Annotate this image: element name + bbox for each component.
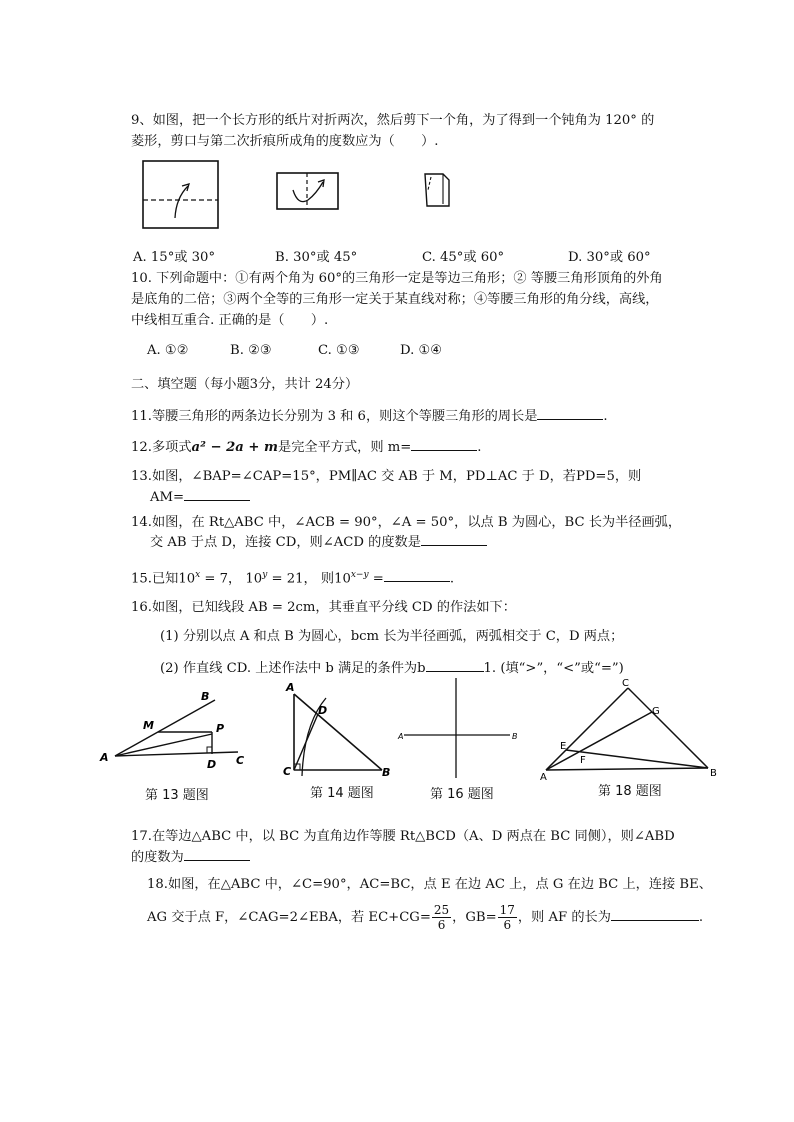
figure-13 <box>100 690 250 776</box>
q16-step1: (1) 分别以点 A 和点 B 为圆心，bcm 长为半径画弧，两弧相交于 C，D 两点； <box>160 629 624 644</box>
q14-line2-text: 交 AB 于点 D，连接 CD，则∠ACD 的度数是 <box>150 535 421 550</box>
fig18-label-c: C <box>622 678 629 689</box>
q15-end: . <box>449 571 455 587</box>
fig18-label-a: A <box>540 772 547 783</box>
q18-end: . <box>698 910 704 925</box>
q18-line2-b: ，GB= <box>452 910 497 925</box>
q9-figure-2 <box>276 172 340 212</box>
q18-line1: 18.如图，在△ABC 中，∠C=90°，AC=BC，点 E 在边 AC 上，点 G 在边 BC 上，连接 BE、 <box>147 877 712 892</box>
q13-answer-blank[interactable] <box>184 487 250 501</box>
figure-18 <box>540 676 730 783</box>
q15-mid2: = 21， 则10 <box>267 571 351 587</box>
q11-end: . <box>603 409 608 424</box>
q9-line2: 菱形，剪口与第二次折痕所成角的度数应为（ ）. <box>131 134 439 149</box>
figure-14 <box>282 682 392 778</box>
q10-option-d: D. ①④ <box>400 343 443 358</box>
q10-line3: 中线相互重合. 正确的是（ ）. <box>131 313 329 328</box>
caption-18: 第 18 题图 <box>598 784 662 799</box>
fig18-label-f: F <box>580 755 586 766</box>
caption-16: 第 16 题图 <box>430 787 494 802</box>
q18-frac2-den: 6 <box>503 918 512 932</box>
caption-14: 第 14 题图 <box>310 786 374 801</box>
q9-figure-3 <box>419 170 455 210</box>
fig13-label-b: B <box>201 690 210 703</box>
q12-end: . <box>477 440 482 455</box>
q11-answer-blank[interactable] <box>537 406 603 420</box>
fig16-label-b: B <box>512 732 518 741</box>
q9-figure-1 <box>142 160 220 230</box>
q13-line2 <box>150 487 250 507</box>
fig18-label-g: G <box>652 706 660 717</box>
q10-line1: 10. 下列命题中：①有两个角为 60°的三角形一定是等边三角形；② 等腰三角形顶角的外角 <box>131 271 663 286</box>
fig13-label-a: A <box>100 751 109 764</box>
q9-line1: 9、如图，把一个长方形的纸片对折两次，然后剪下一个角，为了得到一个钝角为 120° 的 <box>131 113 655 128</box>
q15-answer-blank[interactable] <box>384 568 450 582</box>
q17-line2-text: 的度数为 <box>131 850 184 865</box>
fig13-label-d: D <box>207 758 217 771</box>
q10-line2: 是底角的二倍；③两个全等的三角形一定关于某直线对称；④等腰三角形的角分线，高线， <box>131 292 659 307</box>
q15-prefix: 15.已知10 <box>131 571 196 587</box>
q18-frac2-num: 17 <box>499 903 515 917</box>
fig16-label-a: A <box>398 732 404 741</box>
q16-step2-end: 1. (填“>”，“<”或“=”) <box>483 661 624 676</box>
fig13-label-c: C <box>236 754 245 767</box>
q10-option-c: C. ①③ <box>318 343 360 358</box>
q14-answer-blank[interactable] <box>421 532 487 546</box>
q15-exp-x: x <box>195 570 201 580</box>
fig14-label-c: C <box>283 765 292 778</box>
fig13-label-m: M <box>143 719 154 732</box>
q9-option-b: B. 30°或 45° <box>275 250 358 265</box>
q14-line2 <box>150 532 487 552</box>
q17-line1: 17.在等边△ABC 中，以 BC 为直角边作等腰 Rt△BCD（A、D 两点在 BC 同侧），则∠ABD <box>131 829 675 844</box>
figure-16 <box>398 676 528 780</box>
fig13-label-p: P <box>216 722 225 735</box>
q12 <box>131 437 481 457</box>
q15-exp-y: y <box>262 570 268 580</box>
q16-step2 <box>160 658 624 678</box>
q10-option-b: B. ②③ <box>230 343 272 358</box>
q14-line1: 14.如图，在 Rt△ABC 中，∠ACB = 90°，∠A = 50°，以点 B 为圆心，BC 长为半径画弧， <box>131 515 682 530</box>
q15-mid1: = 7， 10 <box>200 571 263 587</box>
fig14-label-d: D <box>318 704 328 717</box>
fig14-label-a: A <box>286 681 295 694</box>
q12-answer-blank[interactable] <box>411 437 477 451</box>
q12-suffix: 是完全平方式，则 m= <box>278 440 412 455</box>
section-heading: 二、填空题（每小题3分，共计 24分） <box>131 377 359 392</box>
q16-step2-text: (2) 作直线 CD. 上述作法中 b 满足的条件为b <box>160 661 426 676</box>
q12-expression: a² − 2a + m <box>191 440 279 455</box>
q15 <box>131 566 454 588</box>
q17-line2 <box>131 847 250 867</box>
fig18-label-b: B <box>710 768 717 779</box>
q13-line1: 13.如图，∠BAP=∠CAP=15°，PM∥AC 交 AB 于 M，PD⊥AC 于 D，若PD=5，则 <box>131 469 642 484</box>
fig14-label-b: B <box>382 766 391 779</box>
q17-answer-blank[interactable] <box>184 847 250 861</box>
q11 <box>131 406 608 426</box>
q10-option-a: A. ①② <box>147 343 189 358</box>
q13-line2-text: AM= <box>150 490 185 505</box>
q15-exp-xy: x−y <box>350 570 369 580</box>
q18-frac1-den: 6 <box>437 918 446 932</box>
q15-mid3: = <box>368 571 384 587</box>
q18-line2 <box>147 903 703 933</box>
q16-line1: 16.如图，已知线段 AB = 2cm，其垂直平分线 CD 的作法如下： <box>131 600 516 615</box>
q9-option-c: C. 45°或 60° <box>422 250 505 265</box>
q18-frac1-num: 25 <box>433 903 450 917</box>
q9-option-a: A. 15°或 30° <box>133 250 216 265</box>
q18-line2-c: ，则 AF 的长为 <box>517 910 611 925</box>
q12-prefix: 12.多项式 <box>131 440 192 455</box>
caption-13: 第 13 题图 <box>145 788 209 803</box>
fig18-label-e: E <box>560 741 567 752</box>
q18-fraction-2 <box>498 903 517 932</box>
q16-answer-blank[interactable] <box>426 658 484 672</box>
q18-answer-blank[interactable] <box>611 907 699 921</box>
q18-line2-a: AG 交于点 F，∠CAG=2∠EBA，若 EC+CG= <box>147 910 431 925</box>
q18-fraction-1 <box>432 903 451 932</box>
q9-option-d: D. 30°或 60° <box>568 250 651 265</box>
q11-text: 11.等腰三角形的两条边长分别为 3 和 6，则这个等腰三角形的周长是 <box>131 409 538 424</box>
